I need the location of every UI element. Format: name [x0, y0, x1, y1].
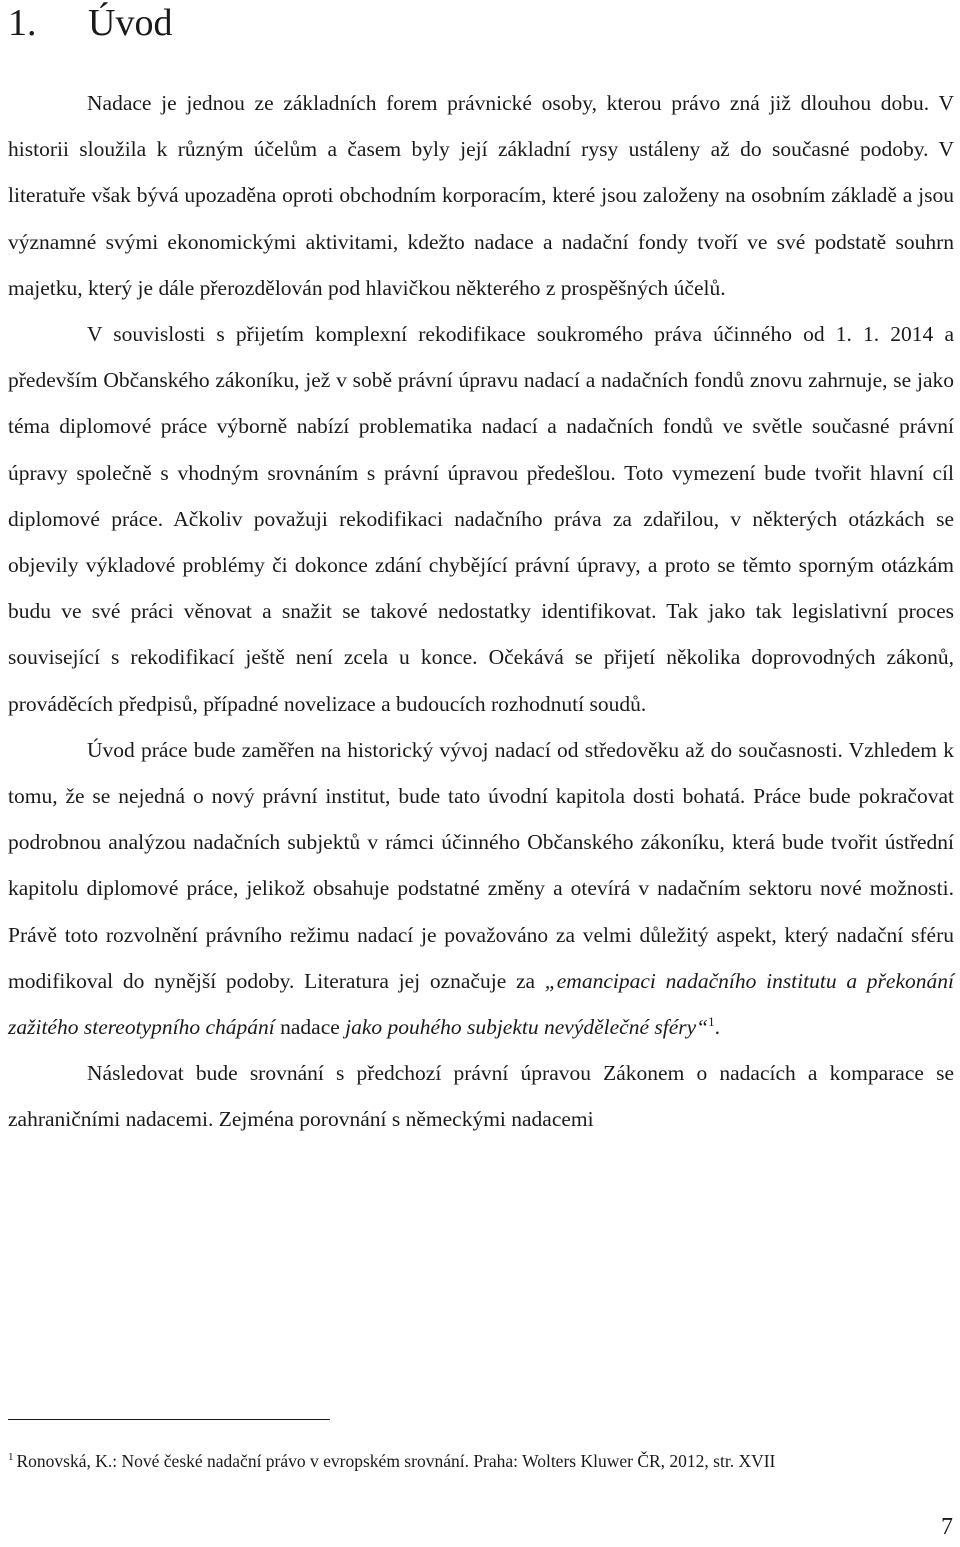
- footnote: [8, 1449, 775, 1473]
- paragraph-3-text-end: .: [714, 1015, 721, 1040]
- paragraph-4: Následovat bude srovnání s předchozí právní úpravou Zákonem o nadacích a komparace se zahraničními nadacemi. Zejména porovnání s německými nadacemi: [8, 1061, 954, 1132]
- paragraph-2: V souvislosti s přijetím komplexní rekodifikace soukromého práva účinného od 1. 1. 2014 a především Občanského zákoníku, jež v sobě právní úpravu nadací a nadačních fondů znovu zahrnuje, se jako téma diplomové práce výborně nabízí problematika nadací a nadačních fondů ve světle současné právní úpravy společně s vhodným srovnáním s právní úpravou předešlou. Toto vymezení bude tvořit hlavní cíl diplomové práce. Ačkoliv považuji rekodifikaci nadačního práva za zdařilou, v některých otázkách se objevily výkladové problémy či dokonce zdání chybějící právní úpravy, a proto se těmto sporným otázkám budu ve své práci věnovat a snažit se takové nedostatky identifikovat. Tak jako tak legislativní proces související s rekodifikací ještě není zcela u konce. Očekává se přijetí několika doprovodných zákonů, prováděcích předpisů, případné novelizace a budoucích rozhodnutí soudů.: [8, 322, 954, 716]
- paragraph-3-text-middle: nadace: [274, 1015, 346, 1040]
- chapter-heading: [8, 0, 172, 46]
- chapter-number: 1.: [8, 2, 37, 44]
- footnote-marker: 1: [8, 1451, 14, 1464]
- footnote-reference[interactable]: 1: [708, 1013, 715, 1029]
- page-number: 7: [941, 1514, 953, 1540]
- paragraph-3-quote-part-1: „emancipaci nadačního institutu a překonání zažitého stereotypního chápání: [8, 968, 954, 1040]
- body-text: [8, 80, 954, 1143]
- footnote-separator: [8, 1419, 330, 1420]
- paragraph-1: Nadace je jednou ze základních forem právnické osoby, kterou právo zná již dlouhou dobu. V historii sloužila k různým účelům a časem byly její základní rysy ustáleny až do současné podoby. V literatuře však bývá upozaděna oproti obchodním korporacím, které jsou založeny na osobním základě a jsou významné svými ekonomickými aktivitami, kdežto nadace a nadační fondy tvoří ve své podstatě souhrn majetku, který je dále přerozdělován pod hlavičkou některého z prospěšných účelů.: [8, 91, 954, 300]
- paragraph-3-quote-part-2: jako pouhého subjektu nevýdělečné sféry“: [345, 1015, 709, 1040]
- paragraph-3-text-start: Úvod práce bude zaměřen na historický vývoj nadací od středověku až do současnosti. Vzhledem k tomu, že se nejedná o nový právní institut, bude tato úvodní kapitola dosti bohatá. Práce bude pokračovat podrobnou analýzou nadačních subjektů v rámci účinného Občanského zákoníku, která bude tvořit ústřední kapitolu diplomové práce, jelikož obsahuje podstatné změny a otevírá v nadačním sektoru nové možnosti. Právě toto rozvolnění právního režimu nadací je považováno za velmi důležitý aspekt, který nadační sféru modifikoval do nynější podoby. Literatura jej označuje za: [8, 737, 954, 993]
- chapter-title: Úvod: [88, 2, 173, 44]
- paragraph-3: [8, 727, 954, 1050]
- footnote-text: Ronovská, K.: Nové české nadační právo v evropském srovnání. Praha: Wolters Kluwer ČR, 2012, str. XVII: [16, 1451, 776, 1471]
